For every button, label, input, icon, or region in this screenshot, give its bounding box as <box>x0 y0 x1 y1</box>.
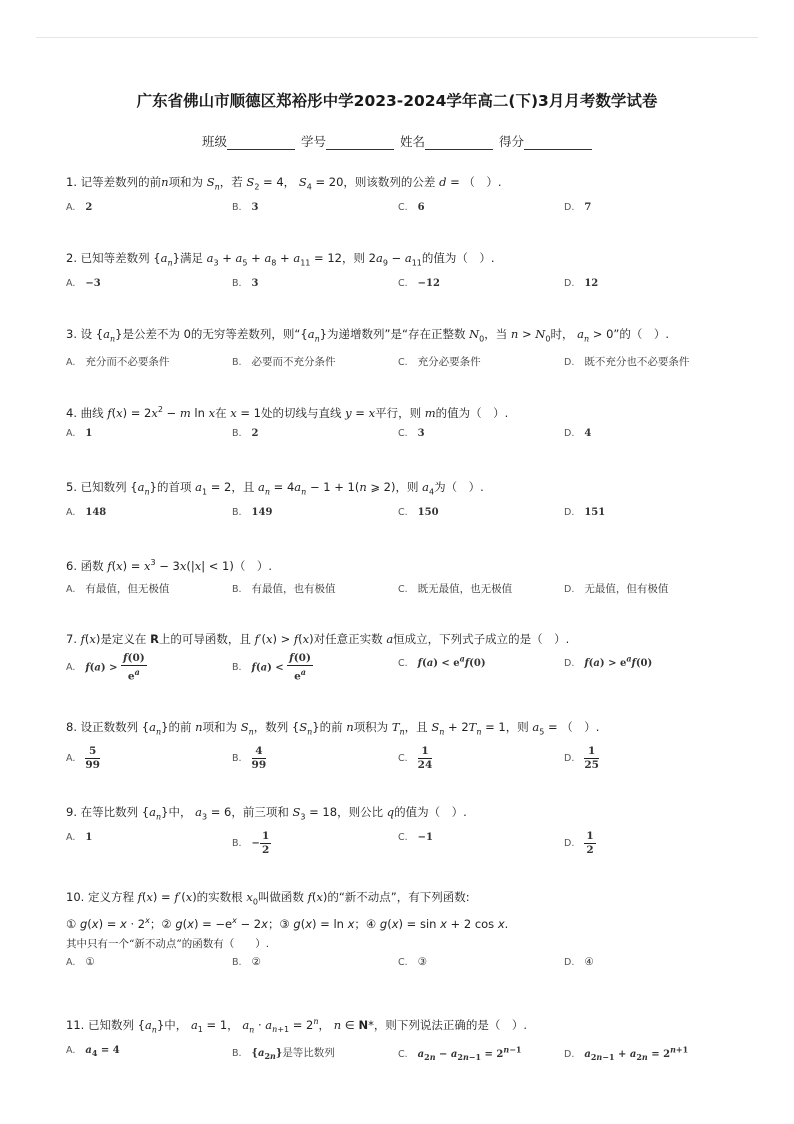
option-d[interactable]: D. $\frac{1}{25}$ <box>564 745 599 772</box>
question-stem: 11. 已知数列 $\{a_n\}$中， $a_1 = 1$， $a_n \cdot a_{n+1} = 2^n$， n ∈ N*，则下列说法正确的是（ ）. <box>66 1017 527 1035</box>
options <box>66 832 746 876</box>
option-b[interactable]: B. f(a) < $\frac{f(0)}{e^a}$ <box>232 652 311 683</box>
option-d[interactable]: D. $a_{2n-1} + a_{2n} = 2^{n+1}$ <box>564 1045 689 1063</box>
option-a[interactable]: A. f(a) > $\frac{f(0)}{e^a}$ <box>66 652 145 683</box>
option-d[interactable]: D. 12 <box>564 278 599 290</box>
options <box>66 956 746 996</box>
option-a[interactable]: A. 充分而不必要条件 <box>66 356 170 369</box>
question-stem: 4. 曲线 $f(x) = 2x^2 - m$ ln x在 x = 1处的切线与直线 y = x平行，则 m的值为（ ）. <box>66 405 509 420</box>
top-divider <box>36 37 758 38</box>
option-c[interactable]: C. 既无最值，也无极值 <box>398 582 513 595</box>
question-8 <box>66 718 746 791</box>
options <box>66 747 746 791</box>
option-a[interactable]: A. 有最值，但无极值 <box>66 582 170 595</box>
option-b[interactable]: B. 必要而不充分条件 <box>232 356 336 369</box>
options <box>66 507 746 547</box>
question-stem: 2. 已知等差数列 $\{a_n\}$满足 $a_3 + a_5 + a_8 + a_{11} = 12$，则 $2a_9 - a_{11}$的值为（ ）. <box>66 251 495 268</box>
option-b[interactable]: B. − $\frac{1}{2}$ <box>232 830 270 857</box>
name-field: 姓名 <box>400 132 493 150</box>
option-b[interactable]: B. ② <box>232 956 261 969</box>
question-9 <box>66 803 746 876</box>
score-field: 得分 <box>499 132 592 150</box>
option-c[interactable]: C. 150 <box>398 507 439 519</box>
class-field: 班级 <box>202 132 295 150</box>
option-c[interactable]: C. 充分必要条件 <box>398 356 481 369</box>
option-a[interactable]: A. 148 <box>66 507 107 519</box>
option-b[interactable]: B. 3 <box>232 202 259 214</box>
options <box>66 1045 746 1085</box>
option-c[interactable]: C. $a_{2n} - a_{2n-1} = 2^{n-1}$ <box>398 1045 522 1063</box>
option-b[interactable]: B. 有最值，也有极值 <box>232 582 336 595</box>
function-list: ① $g(x) = x \cdot 2^x$；② $g(x) = -e^x - 2x$；③ g(x) = ln x；④ g(x) = sin x + 2 cos x. <box>66 916 509 932</box>
question-stem: 7. f(x)是定义在 R上的可导函数，且 f′(x) > f(x)对任意正实数 a恒成立，下列式子成立的是（ ）. <box>66 632 570 646</box>
option-a[interactable]: A. 1 <box>66 832 93 844</box>
question-stem: 8. 设正数数列 $\{a_n\}$的前 n项和为 $S_n$，数列 $\{S_n\}$的前 n项积为 $T_n$，且 $S_n + 2T_n = 1$，则 $a_5$ = （ ）. <box>66 720 600 737</box>
option-c[interactable]: C. $f(a) < e^af(0)$ <box>398 654 486 670</box>
option-d[interactable]: D. 无最值，但有极值 <box>564 582 669 595</box>
options <box>66 354 746 394</box>
question-1 <box>66 173 746 242</box>
question-stem: 9. 在等比数列 $\{a_n\}$中， $a_3 = 6$，前三项和 $S_3 = 18$，则公比 q的值为（ ）. <box>66 805 467 822</box>
question-6 <box>66 554 746 621</box>
option-c[interactable]: C. 6 <box>398 202 425 214</box>
question-10 <box>66 888 746 996</box>
question-stem: 5. 已知数列 $\{a_n\}$的首项 $a_1 = 2$，且 $a_n = 4a_n - 1 + 1(n$ ⩾ 2)，则 $a_4$为（ ）. <box>66 480 484 497</box>
option-a[interactable]: A. $a_4 = 4$ <box>66 1045 120 1059</box>
options <box>66 654 746 698</box>
question-stem: 1. 记等差数列的前n项和为 $S_n$，若 $S_2 = 4$， $S_4 = 20$，则该数列的公差 d = （ ）. <box>66 175 502 192</box>
option-d[interactable]: D. 151 <box>564 507 606 519</box>
option-b[interactable]: B. 2 <box>232 427 259 439</box>
question-4 <box>66 401 746 468</box>
student-info-row <box>0 132 794 150</box>
option-d[interactable]: D. 4 <box>564 427 592 439</box>
question-2 <box>66 249 746 318</box>
option-a[interactable]: A. −3 <box>66 278 101 290</box>
question-note: 其中只有一个“新不动点”的函数有（ ）. <box>66 938 270 951</box>
option-c[interactable]: C. ③ <box>398 956 428 969</box>
option-d[interactable]: D. $\frac{1}{2}$ <box>564 830 594 857</box>
option-d[interactable]: D. $f(a) > e^af(0)$ <box>564 654 653 670</box>
option-c[interactable]: C. 3 <box>398 427 425 439</box>
option-c[interactable]: C. $\frac{1}{24}$ <box>398 745 433 772</box>
question-11 <box>66 1013 746 1085</box>
page-title: 广东省佛山市顺德区郑裕彤中学2023-2024学年高二(下)3月月考数学试卷 <box>136 92 658 110</box>
option-b[interactable]: B. $\{a_{2n}\}$是等比数列 <box>232 1047 335 1062</box>
option-d[interactable]: D. 7 <box>564 202 592 214</box>
option-c[interactable]: C. −12 <box>398 278 440 290</box>
options <box>66 428 746 468</box>
options <box>66 278 746 318</box>
question-stem: 6. 函数 $f(x) = x^3 - 3x(|x| < 1)$（ ）. <box>66 558 273 573</box>
option-a[interactable]: A. $\frac{5}{99}$ <box>66 745 100 772</box>
option-a[interactable]: A. 2 <box>66 202 93 214</box>
option-b[interactable]: B. 149 <box>232 507 273 519</box>
question-3 <box>66 325 746 394</box>
question-stem: 10. 定义方程 f(x) = f′(x)的实数根 $x_0$叫做函数 f(x)的“新不动点”，有下列函数: <box>66 890 470 907</box>
options <box>66 202 746 242</box>
option-b[interactable]: B. 3 <box>232 278 259 290</box>
option-b[interactable]: B. $\frac{4}{99}$ <box>232 745 267 772</box>
option-c[interactable]: C. −1 <box>398 832 433 844</box>
student-id-field: 学号 <box>301 132 394 150</box>
option-a[interactable]: A. 1 <box>66 427 93 439</box>
question-5 <box>66 478 746 547</box>
question-7 <box>66 630 746 698</box>
option-d[interactable]: D. ④ <box>564 956 594 969</box>
option-d[interactable]: D. 既不充分也不必要条件 <box>564 356 690 369</box>
question-stem: 3. 设 $\{a_n\}$是公差不为 0的无穷等差数列，则“$\{a_n\}$为递增数列”是“存在正整数 $N_0$，当 $n > N_0$时， $a_n > 0$”的（ ）. <box>66 327 670 344</box>
options <box>66 581 746 621</box>
option-a[interactable]: A. ① <box>66 956 95 969</box>
